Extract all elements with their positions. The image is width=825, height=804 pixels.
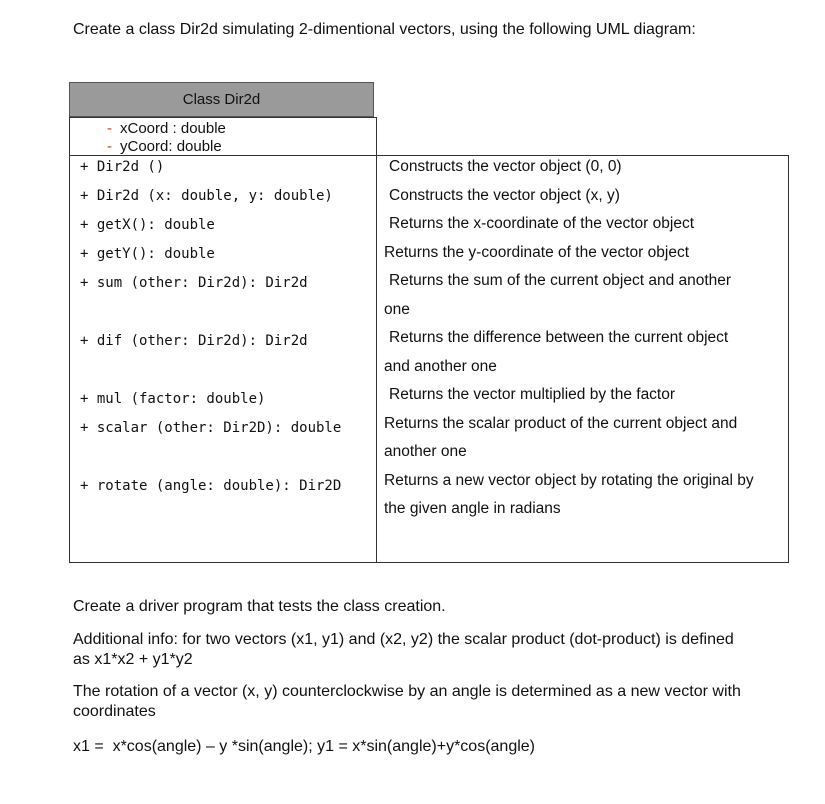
rotation-text-line2: coordinates	[73, 703, 156, 720]
method-getx: + getX(): double	[80, 217, 215, 233]
rotation-text-line1: The rotation of a vector (x, y) counterclockwise by an angle is determined as a new vector with	[73, 683, 741, 700]
desc-dif-line2: and another one	[384, 358, 497, 375]
method-rotate: + rotate (angle: double): Dir2D	[80, 478, 342, 494]
attribute-ycoord: yCoord: double	[120, 138, 222, 155]
method-gety: + getY(): double	[80, 246, 215, 262]
method-sum: + sum (other: Dir2d): Dir2d	[80, 275, 308, 291]
desc-rotate-line1: Returns a new vector object by rotating the original by	[384, 472, 754, 489]
uml-right-border	[788, 155, 789, 563]
desc-constructor-default: Constructs the vector object (0, 0)	[389, 158, 622, 175]
desc-dif-line1: Returns the difference between the current object	[389, 329, 729, 346]
attribute-xcoord: xCoord : double	[120, 120, 226, 137]
uml-attr-top-border	[69, 117, 377, 118]
desc-sum-line1: Returns the sum of the current object and another	[389, 272, 732, 289]
desc-getx: Returns the x-coordinate of the vector object	[389, 215, 694, 232]
desc-scalar-line2: another one	[384, 443, 467, 460]
driver-text: Create a driver program that tests the class creation.	[73, 598, 446, 615]
desc-mul: Returns the vector multiplied by the factor	[389, 386, 676, 403]
method-scalar: + scalar (other: Dir2D): double	[80, 420, 342, 436]
uml-class-title: Class Dir2d	[182, 91, 261, 108]
uml-class-header	[69, 82, 374, 117]
attr-visibility-private: -	[107, 138, 112, 155]
uml-bottom-border	[69, 562, 789, 563]
desc-rotate-line2: the given angle in radians	[384, 500, 561, 517]
uml-middle-divider	[376, 117, 377, 563]
uml-left-border	[69, 117, 70, 563]
desc-sum-line2: one	[384, 301, 410, 318]
method-constructor-xy: + Dir2d (x: double, y: double)	[80, 188, 333, 204]
additional-info-line2: as x1*x2 + y1*y2	[73, 651, 193, 668]
method-constructor-default: + Dir2d ()	[80, 159, 165, 175]
method-mul: + mul (factor: double)	[80, 391, 266, 407]
attr-visibility-private: -	[107, 120, 112, 137]
desc-constructor-xy: Constructs the vector object (x, y)	[389, 187, 620, 204]
desc-gety: Returns the y-coordinate of the vector object	[384, 244, 689, 261]
rotation-formula: x1 = x*cos(angle) – y *sin(angle); y1 = x*sin(angle)+y*cos(angle)	[73, 738, 536, 755]
intro-text: Create a class Dir2d simulating 2-dimentional vectors, using the following UML diagram:	[73, 21, 696, 38]
method-dif: + dif (other: Dir2d): Dir2d	[80, 333, 308, 349]
additional-info-line1: Additional info: for two vectors (x1, y1) and (x2, y2) the scalar product (dot-product) is defined	[73, 631, 734, 648]
desc-scalar-line1: Returns the scalar product of the current object and	[384, 415, 738, 432]
